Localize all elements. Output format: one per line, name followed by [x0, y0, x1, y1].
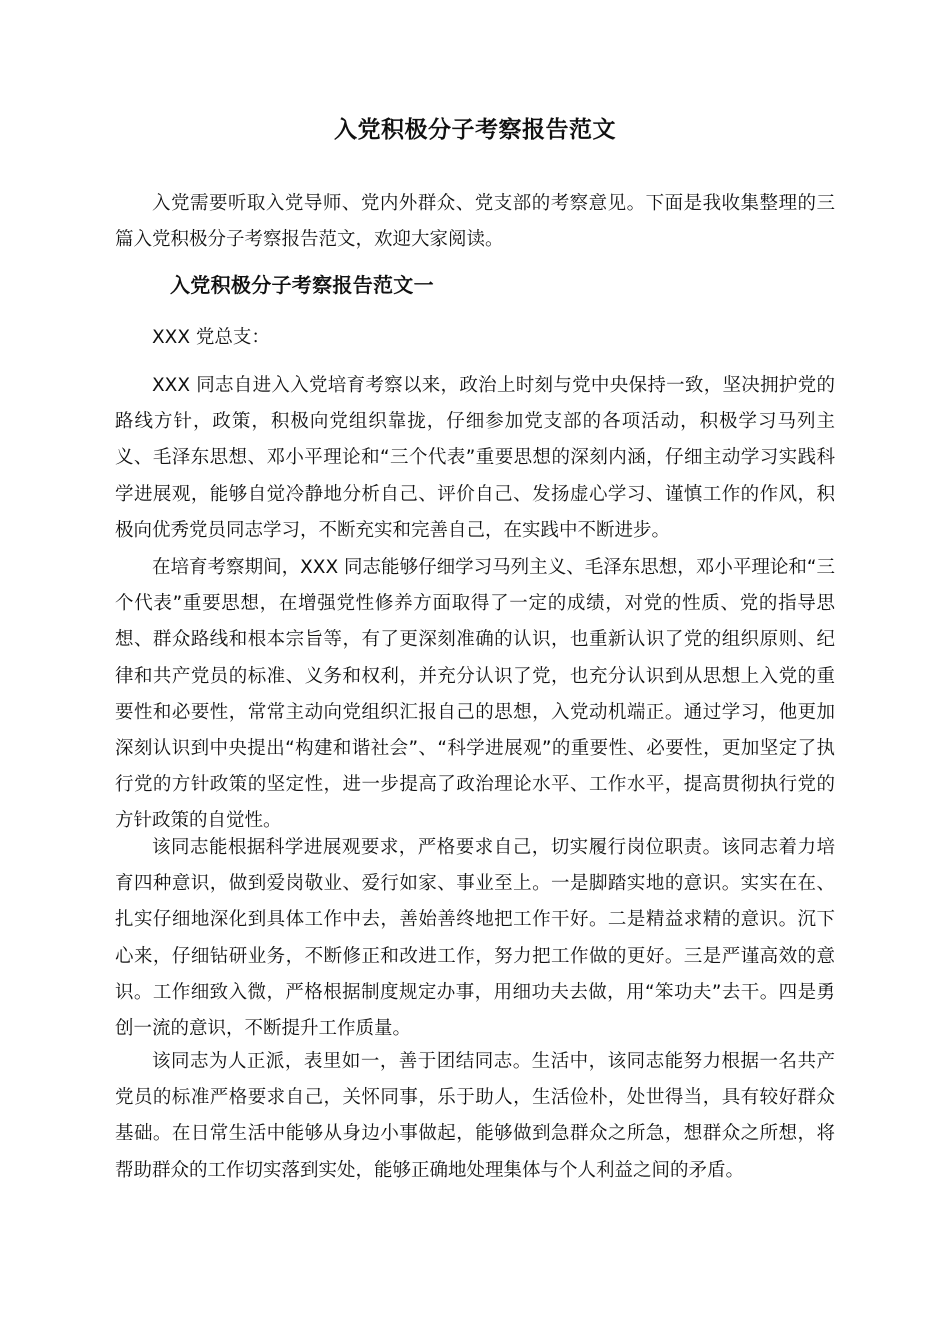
body-paragraph-3: 该同志能根据科学进展观要求，严格要求自己，切实履行岗位职责。该同志着力培育四种意识，做到爱岗敬业、爱行如家、事业至上。一是脚踏实地的意识。实实在在、扎实仔细地深化到具体工作中去，善始善终地把工作干好。二是精益求精的意识。沉下心来，仔细钻研业务，不断修正和改进工作，努力把工作做的更好。三是严谨高效的意识。工作细致入微，严格根据制度规定办事，用细功夫去做，用“笨功夫”去干。四是勇创一流的意识，不断提升工作质量。	[115, 837, 835, 1040]
salutation: XXX 党总支：	[152, 327, 270, 348]
body-paragraph-4: 该同志为人正派，表里如一，善于团结同志。生活中，该同志能努力根据一名共产党员的标准严格要求自己，关怀同事，乐于助人，生活俭朴，处世得当，具有较好群众基础。在日常生活中能够从身边小事做起，能够做到急群众之所急，想群众之所想，将帮助群众的工作切实落到实处，能够正确地处理集体与个人利益之间的矛盾。	[115, 1051, 835, 1181]
body-paragraph-1: XXX 同志自进入入党培育考察以来，政治上时刻与党中央保持一致，坚决拥护党的路线方针，政策，积极向党组织靠拢，仔细参加党支部的各项活动，积极学习马列主义、毛泽东思想、邓小平理论和“三个代表”重要思想的深刻内涵，仔细主动学习实践科学进展观，能够自觉冷静地分析自己、评价自己、发扬虚心学习、谨慎工作的作风，积极向优秀党员同志学习，不断充实和完善自己，在实践中不断进步。	[115, 375, 835, 541]
document-title: 入党积极分子考察报告范文	[334, 117, 616, 143]
intro-paragraph: 入党需要听取入党导师、党内外群众、党支部的考察意见。下面是我收集整理的三篇入党积极分子考察报告范文，欢迎大家阅读。	[115, 193, 835, 251]
body-paragraph-2: 在培育考察期间，XXX 同志能够仔细学习马列主义、毛泽东思想，邓小平理论和“三个代表”重要思想，在增强党性修养方面取得了一定的成绩，对党的性质、党的指导思想、群众路线和根本宗旨等，有了更深刻准确的认识，也重新认识了党的组织原则、纪律和共产党员的标准、义务和权利，并充分认识了党，也充分认识到从思想上入党的重要性和必要性，常常主动向党组织汇报自己的思想，入党动机端正。通过学习，他更加深刻认识到中央提出“构建和谐社会”、“科学进展观”的重要性、必要性，更加坚定了执行党的方针政策的坚定性，进一步提高了政治理论水平、工作水平，提高贯彻执行党的方针政策的自觉性。	[115, 557, 835, 832]
section-heading: 入党积极分子考察报告范文一	[170, 273, 434, 297]
